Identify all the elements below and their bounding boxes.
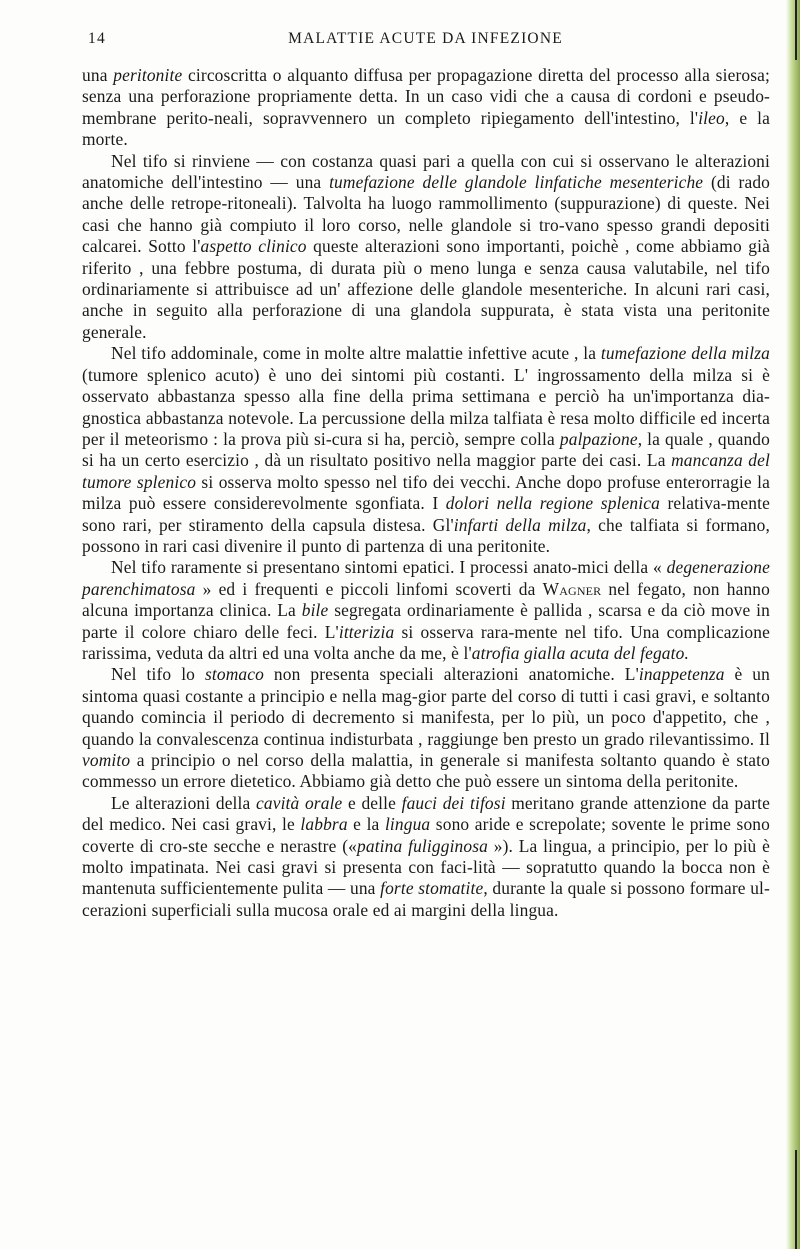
text-run: sono aride e screpolate; sovente le prime sono coverte di cro-ste secche e nerastre (« xyxy=(82,814,770,856)
running-header xyxy=(88,30,763,52)
text-run: Le alterazioni della xyxy=(111,792,256,813)
text-run: queste alterazioni sono importanti, poichè , come abbiamo già riferito , una febbre postuma, di durata più o meno lunga e senza causa valutabile, nel tifo ordinariamente si attribuisce ad un' affezione delle glandole mesenteriche. In alcuni rari casi, anche in seguito alla perforazione di una glandola suppurata, è stata vista una peritonite generale. xyxy=(82,236,770,342)
text-run: , e la morte. xyxy=(82,107,771,150)
italic-text: dolori nella regione splenica xyxy=(445,493,660,514)
italic-text: fauci dei tifosi xyxy=(401,792,506,813)
text-run: (di rado anche delle retrope-ritoneali). Talvolta ha luogo rammollimento (suppurazione) di queste. Nei casi che hanno già compiuto il loro corso, nelle glandole si tro-vano spesso grandi depositi calcarei. Sotto l' xyxy=(82,172,771,257)
italic-text: bile xyxy=(301,600,329,621)
text-run: relativa-mente sono rari, per stiramento della capsula distesa. Gl' xyxy=(82,493,770,535)
text-run: Nel tifo raramente si presentano sintomi epatici. I processi anato-mici della « xyxy=(111,557,667,578)
text-run: , la quale , quando si ha un certo esercizio , dà un risultato positivo nella maggior parte dei casi. La xyxy=(82,428,770,471)
italic-text: tumefazione della milza xyxy=(600,343,770,364)
text-run: , che talfiata si formano, possono in rari casi divenire il punto di partenza di una peritonite. xyxy=(82,514,770,556)
text-run: (tumore splenico acuto) è uno dei sintomi più costanti. L' ingrossamento della milza si è osservato abbastanza spesso alla fine della prima settimana e perciò ha un'importanza dia-gnostica abbastanza notevole. La percussione della milza talfiata è resa molto difficile ed incerta per il meteorismo : la prova più si-cura si ha, perciò, sempre colla xyxy=(82,364,770,449)
italic-text: itterizia xyxy=(338,621,395,642)
paragraph xyxy=(82,793,770,921)
italic-text: degenerazione parenchimatosa xyxy=(82,557,770,599)
text-run: e la xyxy=(347,814,385,835)
text-run: e delle xyxy=(342,792,402,813)
text-run: non presenta speciali alterazioni anatomiche. L' xyxy=(263,664,639,685)
italic-text: tumefazione delle glandole linfatiche mesenteriche xyxy=(329,172,704,193)
text-run: »). La lingua, a principio, per lo più è molto impatinata. Nei casi gravi si presenta con faci-lità — sopratutto quando la bocca non è mantenuta sufficientemente pulita — una xyxy=(82,835,771,899)
italic-text: inappetenza xyxy=(638,664,725,685)
italic-text: lingua xyxy=(384,814,431,835)
italic-text: peritonite xyxy=(113,65,183,85)
text-run: a principio o nel corso della malattia, in generale si manifesta soltanto quando è stato commesso un errore dietetico. Abbiamo già detto che può essere un sintoma della peritonite. xyxy=(82,750,770,792)
text-run: nel fegato, non hanno alcuna importanza clinica. La xyxy=(82,578,770,621)
text-run: circoscritta o alquanto diffusa per propagazione diretta del processo alla sierosa; senza una perforazione propriamente detta. In un caso vidi che a causa di cordoni e pseudo-membrane perito-neali, sopravvennero un completo ripiegamento dell'intestino, l' xyxy=(82,65,771,128)
body-text xyxy=(82,65,770,921)
page-number: 14 xyxy=(88,30,106,47)
italic-text: cavità orale xyxy=(255,792,343,813)
paragraph xyxy=(82,557,770,664)
text-run: » ed i frequenti e piccoli linfomi scoverti da xyxy=(195,578,543,599)
page-edge-mark xyxy=(795,1150,797,1249)
italic-text: palpazione xyxy=(559,428,638,449)
text-run: Nel tifo addominale, come in molte altre malattie infettive acute , la xyxy=(111,343,601,364)
paragraph xyxy=(82,343,770,557)
text-run: è un sintoma quasi costante a principio e nella mag-gior parte del corso di tutti i casi gravi, e soltanto quando comincia il periodo di decremento si manifesta, per lo più, un poco d'appetito, che , quando la convalescenza continua indisturbata , raggiunge ben presto un grado rilevantissimo. Il xyxy=(82,664,771,749)
text-run: Nel tifo si rinviene — con costanza quasi pari a quella con cui si osservano le alterazioni anatomiche dell'intestino — una xyxy=(82,150,770,193)
text-run: segregata ordinariamente è pallida , scarsa e da ciò move in parte il colore chiaro delle feci. L' xyxy=(82,600,771,642)
italic-text: labbra xyxy=(300,814,348,835)
italic-text: ileo xyxy=(698,107,725,128)
italic-text: forte stomatite xyxy=(380,878,484,899)
paragraph xyxy=(82,65,770,151)
paragraph xyxy=(82,664,770,792)
text-run: una xyxy=(82,65,114,85)
italic-text: stomaco xyxy=(204,664,264,685)
italic-text: vomito xyxy=(82,750,131,770)
page-edge-mark xyxy=(795,0,797,60)
italic-text: mancanza del tumore splenico xyxy=(82,450,771,492)
text-run: , durante la quale si possono formare ul-cerazioni superficiali sulla mucosa orale ed ai margini della lingua. xyxy=(82,878,770,920)
paragraph xyxy=(82,151,770,344)
italic-text: infarti della milza xyxy=(453,514,587,535)
text-run: meritano grande attenzione da parte del medico. Nei casi gravi, le xyxy=(82,792,770,835)
page-edge-shadow xyxy=(786,0,800,1249)
text-run: Wagner xyxy=(542,578,602,599)
italic-text: atrofia gialla acuta del fegato. xyxy=(471,642,689,663)
text-run: Nel tifo lo xyxy=(111,664,205,685)
text-run: si osserva molto spesso nel tifo dei vecchi. Anche dopo profuse enterorragie la milza può essere considerevolmente sgonfiata. I xyxy=(82,471,770,514)
running-head-title: MALATTIE ACUTE DA INFEZIONE xyxy=(288,30,563,47)
italic-text: patina fuligginosa xyxy=(357,835,489,856)
text-run: si osserva rara-mente nel tifo. Una complicazione rarissima, veduta da altri ed una volta anche da me, è l' xyxy=(82,621,770,663)
italic-text: aspetto clinico xyxy=(200,236,307,257)
